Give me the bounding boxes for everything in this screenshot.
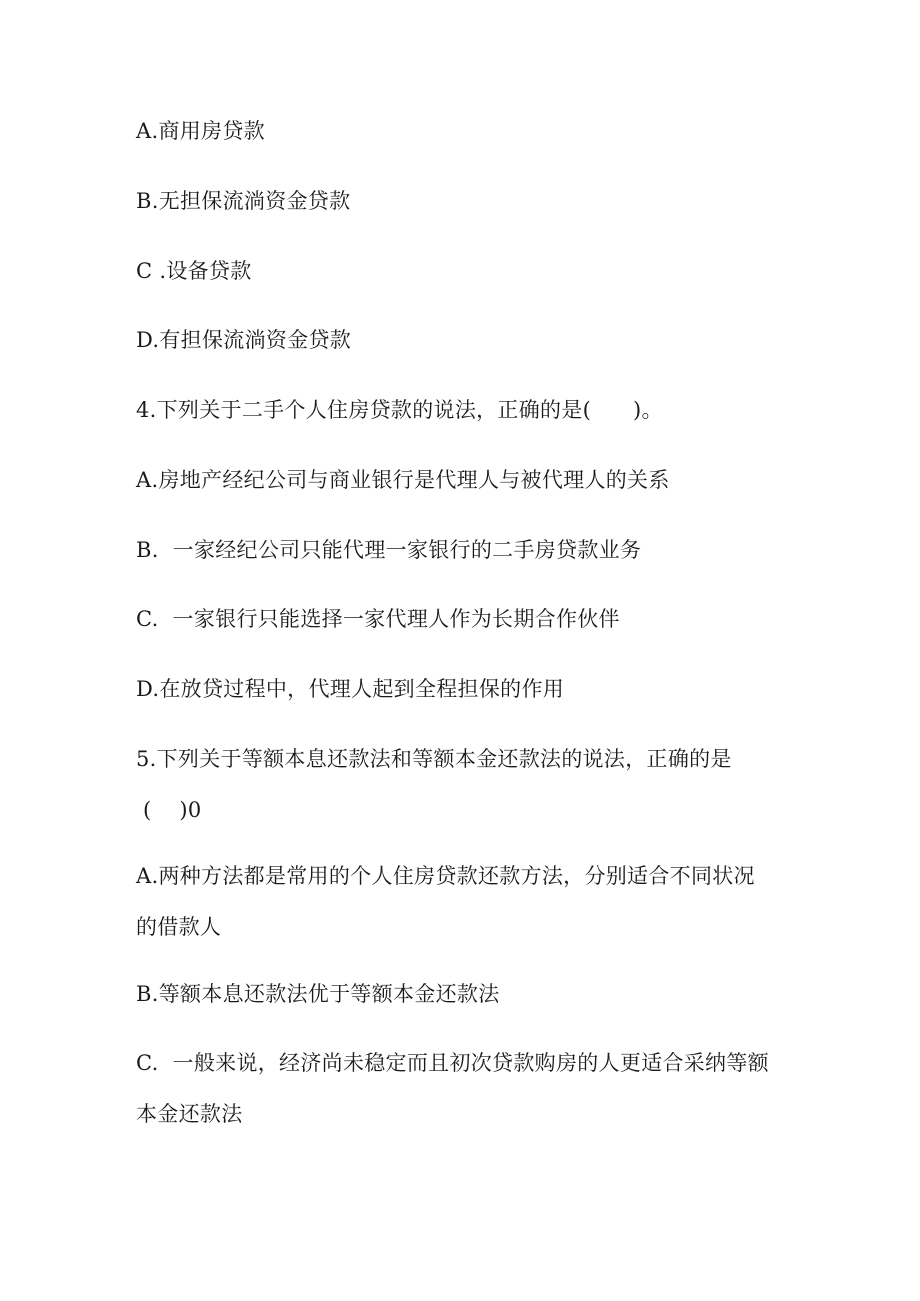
option-line: C. 一家银行只能选择一家代理人作为长期合作伙伴 bbox=[136, 607, 620, 631]
question-line-continued: ( )0 bbox=[136, 798, 202, 822]
option-line: D.在放贷过程中，代理人起到全程担保的作用 bbox=[136, 677, 565, 701]
option-line: A.商用房贷款 bbox=[136, 119, 265, 143]
option-line: B.无担保流淌资金贷款 bbox=[136, 189, 351, 213]
option-line: B. 一家经纪公司只能代理一家银行的二手房贷款业务 bbox=[136, 538, 642, 562]
option-line: A.两种方法都是常用的个人住房贷款还款方法，分别适合不同状况 bbox=[136, 864, 755, 888]
question-line: 4.下列关于二手个人住房贷款的说法，正确的是( )。 bbox=[136, 398, 663, 422]
option-line: C. 一般来说，经济尚未稳定而且初次贷款购房的人更适合采纳等额 bbox=[136, 1051, 769, 1075]
option-line: B.等额本息还款法优于等额本金还款法 bbox=[136, 982, 500, 1006]
option-line: A.房地产经纪公司与商业银行是代理人与被代理人的关系 bbox=[136, 468, 670, 492]
option-line-continued: 本金还款法 bbox=[136, 1102, 243, 1126]
option-line: C .设备贷款 bbox=[136, 259, 252, 283]
option-line-continued: 的借款人 bbox=[136, 915, 222, 939]
option-line: D.有担保流淌资金贷款 bbox=[136, 328, 352, 352]
question-line: 5.下列关于等额本息还款法和等额本金还款法的说法，正确的是 bbox=[136, 747, 732, 771]
